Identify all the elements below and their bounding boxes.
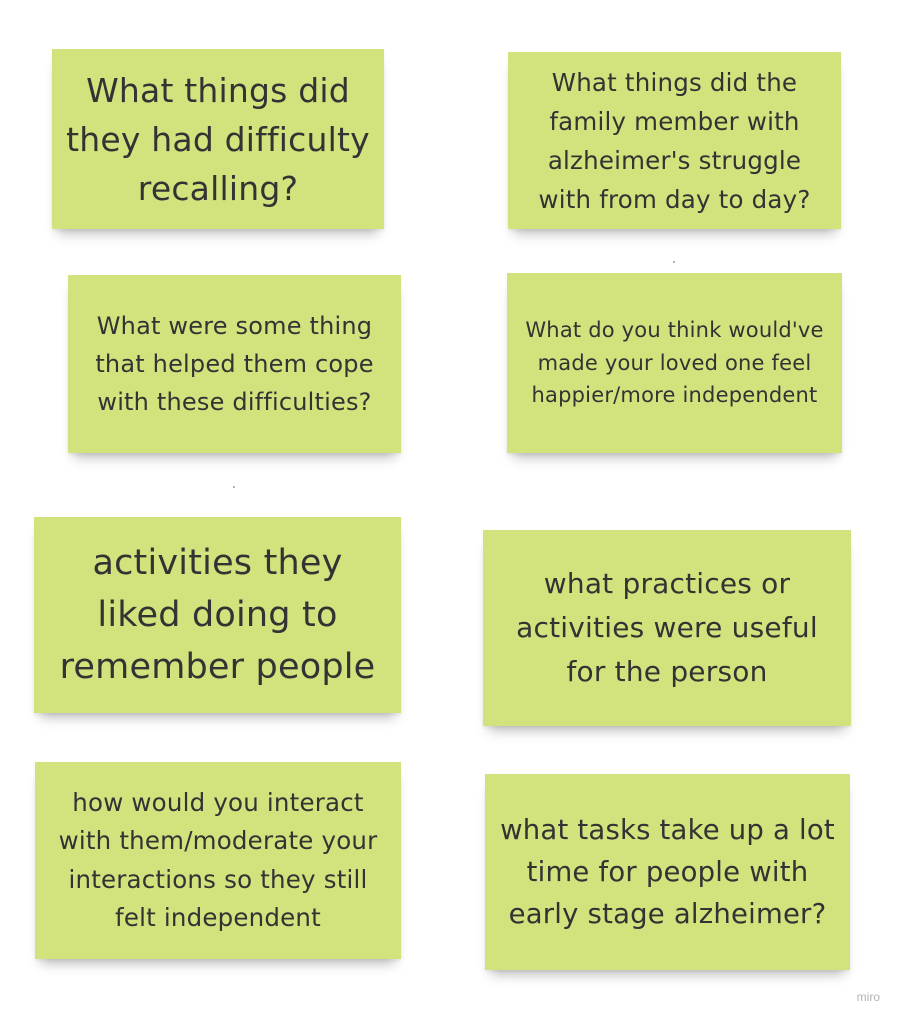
miro-watermark: miro (856, 990, 880, 1004)
sticky-note-text: what practices or activities were useful for the person (516, 567, 818, 688)
sticky-note-activities-remember[interactable] (34, 517, 401, 713)
sticky-note-time-consuming-tasks[interactable] (485, 774, 850, 970)
sticky-note-text: What do you think would've made your loved one feel happier/more independent (525, 318, 824, 408)
sticky-note-difficulty-recalling[interactable] (52, 49, 384, 229)
sticky-note-useful-practices[interactable] (483, 530, 851, 726)
sticky-note-text: What things did the family member with alzheimer's struggle with from day to day? (538, 67, 811, 214)
canvas-dot (233, 486, 235, 488)
canvas-dot (673, 261, 675, 263)
sticky-note-text: What were some thing that helped them cope with these difficulties? (95, 312, 374, 416)
sticky-note-text: how would you interact with them/moderate your interactions so they still felt independent (58, 787, 378, 932)
sticky-note-text: activities they liked doing to remember people (59, 543, 376, 687)
sticky-note-daily-struggles[interactable] (508, 52, 841, 229)
sticky-note-text: What things did they had difficulty recalling? (66, 70, 370, 208)
sticky-note-moderate-interactions[interactable] (35, 762, 401, 959)
sticky-note-happier-independent[interactable] (507, 273, 842, 453)
sticky-note-text: what tasks take up a lot time for people with early stage alzheimer? (500, 814, 835, 930)
sticky-note-coping-help[interactable] (68, 275, 401, 453)
